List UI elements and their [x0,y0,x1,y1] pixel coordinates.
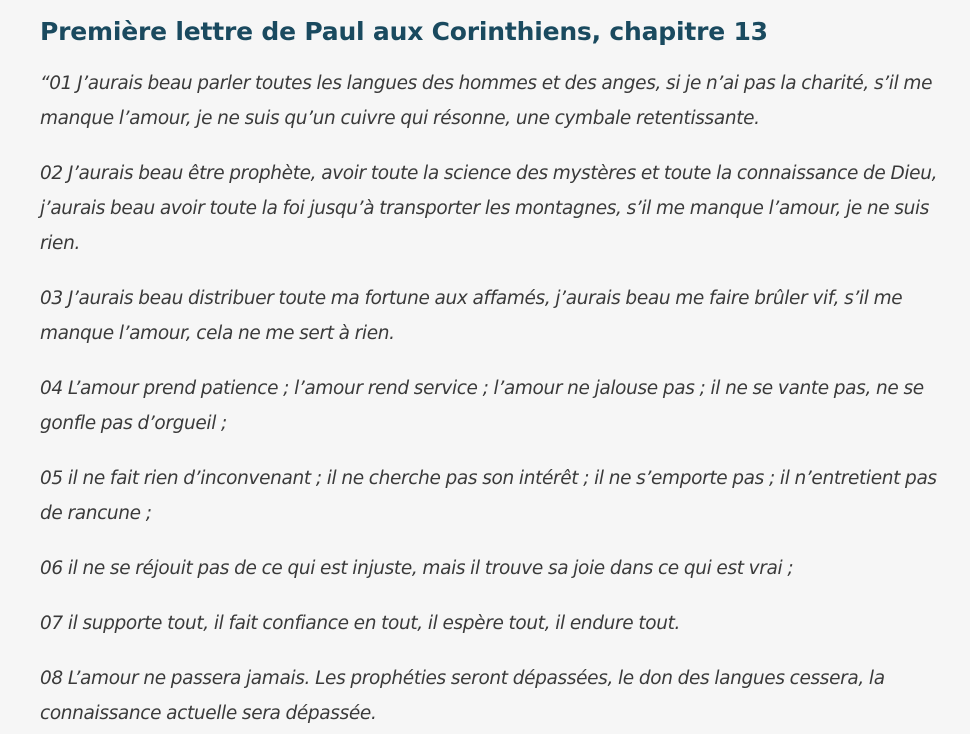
verse-03: 03 J’aurais beau distribuer toute ma fortune aux affamés, j’aurais beau me faire brûler vif, s’il me manque l’amour, cela ne me sert à rien. [40,288,903,344]
verse-08: 08 L’amour ne passera jamais. Les prophéties seront dépassées, le don des langues cessera, la connaissance actuelle sera dépassée. [40,668,885,724]
verse-07: 07 il supporte tout, il fait confiance en tout, il espère tout, il endure tout. [40,613,681,634]
verse-05: 05 il ne fait rien d’inconvenant ; il ne cherche pas son intérêt ; il ne s’emporte pas ; il n’entretient pas de rancune ; [40,468,937,524]
verse-list [40,66,942,731]
verse-01: “01 J’aurais beau parler toutes les langues des hommes et des anges, si je n’ai pas la charité, s’il me manque l’amour, je ne suis qu’un cuivre qui résonne, une cymbale retentissante. [40,73,933,129]
verse-06: 06 il ne se réjouit pas de ce qui est injuste, mais il trouve sa joie dans ce qui est vrai ; [40,558,794,579]
verse-02: 02 J’aurais beau être prophète, avoir toute la science des mystères et toute la connaissance de Dieu, j’aurais beau avoir toute la foi jusqu’à transporter les montagnes, s’il me manque l’amour, je ne suis rien. [40,163,938,254]
verse-04: 04 L’amour prend patience ; l’amour rend service ; l’amour ne jalouse pas ; il ne se vante pas, ne se gonfle pas d’orgueil ; [40,378,924,434]
page-title: Première lettre de Paul aux Corinthiens, chapitre 13 [40,17,768,46]
